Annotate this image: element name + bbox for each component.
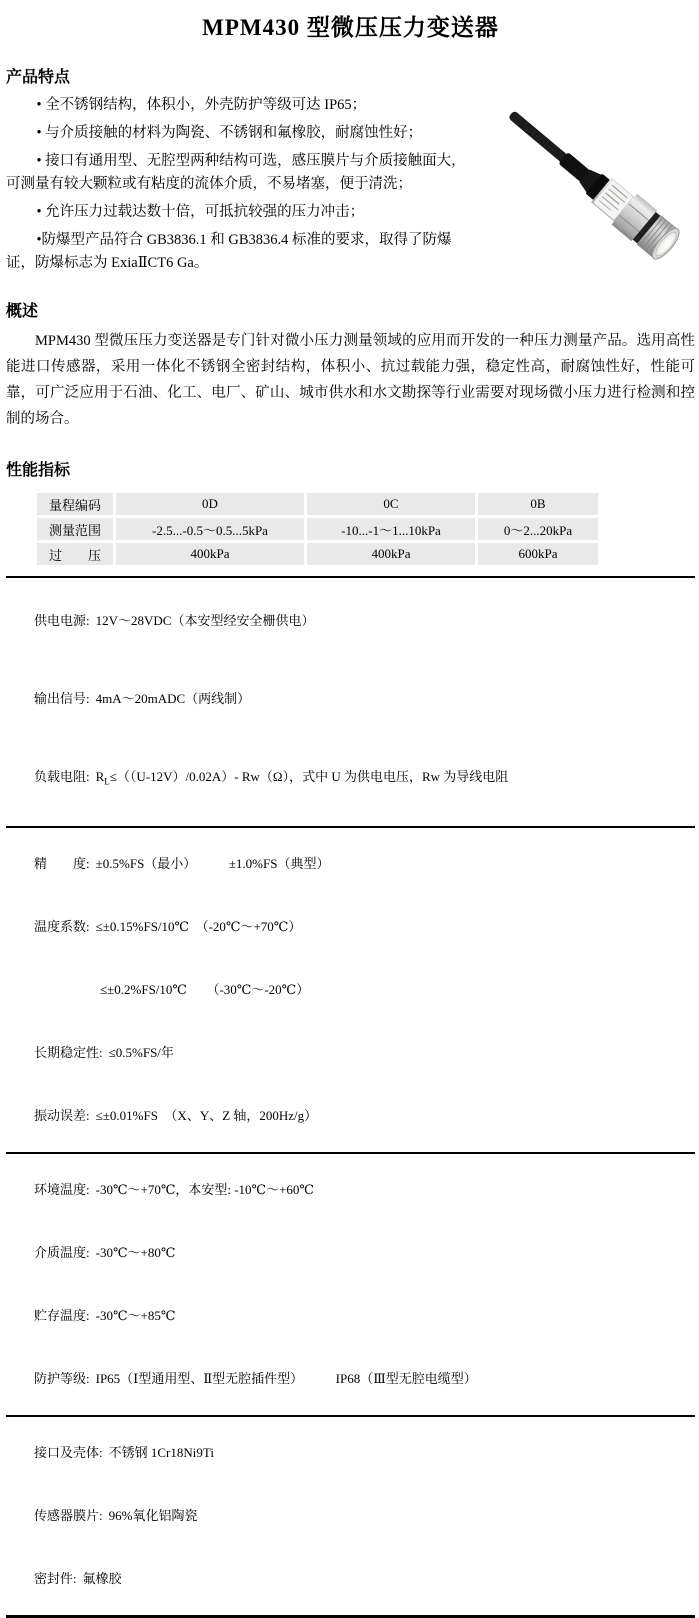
spec-sheet <box>6 576 695 1618</box>
table-cell: 0～2...20kPa <box>478 518 598 540</box>
table-cell: 测量范围 <box>37 518 113 540</box>
spec-row-housing-material <box>8 1421 695 1484</box>
spec-row-ambient-temp <box>8 1158 695 1221</box>
spec-row-storage-temp <box>8 1284 695 1347</box>
spec-value: 12V～28VDC（本安型经安全栅供电） <box>95 613 315 628</box>
table-cell: 0D <box>116 493 304 515</box>
table-row-overpressure <box>37 543 598 565</box>
page-title: MPM430 型微压压力变送器 <box>202 15 499 40</box>
table-row-measure-range <box>37 518 598 540</box>
spec-label: 环境温度: <box>34 1181 90 1197</box>
spec-row-diaphragm-material <box>8 1484 695 1547</box>
spec-value: ≤±0.15%FS/10℃ （-20℃～+70℃） <box>95 918 302 934</box>
spec-value: 96%氧化铝陶瓷 <box>108 1507 198 1523</box>
spec-value: -30℃～+70℃，本安型: -10℃～+60℃ <box>95 1181 314 1197</box>
spec-value: ≤0.5%FS/年 <box>108 1044 174 1060</box>
spec-value: 氟橡胶 <box>82 1570 122 1586</box>
overview-heading: 概述 <box>6 303 39 320</box>
table-cell: 过 压 <box>37 543 113 565</box>
spec-group-environment <box>6 1152 695 1415</box>
table-cell: 400kPa <box>116 543 304 565</box>
table-row-range-code <box>37 493 598 515</box>
spec-label: 输出信号: <box>34 691 90 706</box>
product-photo <box>487 98 695 270</box>
spec-label: 贮存温度: <box>34 1307 90 1323</box>
overview-paragraph: MPM430 型微压压力变送器是专门针对微小压力测量领域的应用而开发的一种压力测量产品。选用高性能进口传感器，采用一体化不锈钢全密封结构，体积小、抗过载能力强，稳定性高，耐腐蚀性好，性能可靠，可广泛应用于石油、化工、电厂、矿山、城市供水和水文勘探等行业需要对现场微小压力进行检测和控制的场合。 <box>6 333 695 427</box>
spec-value: $R_L\le((U-12V)/0.02A)-$ Rw（Ω），式中 U 为供电电压，Rw 为导线电阻 <box>95 769 509 787</box>
spec-value: ≤±0.01%FS （X、Y、Z 轴，200Hz/g） <box>95 1107 318 1123</box>
spec-row-vibration-error <box>8 1084 695 1147</box>
spec-label: 长期稳定性: <box>34 1044 103 1060</box>
cable <box>508 110 570 164</box>
spec-group-materials <box>6 1415 695 1615</box>
feature-item: • 允许压力过载达数十倍，可抵抗较强的压力冲击； <box>36 204 365 220</box>
performance-section <box>6 457 695 568</box>
table-cell: -10...-1～1...10kPa <box>307 518 475 540</box>
table-cell: 600kPa <box>478 543 598 565</box>
spec-row-output-signal <box>8 660 695 738</box>
spec-row-power-supply <box>8 582 695 660</box>
spec-value: IP65（Ⅰ型通用型、Ⅱ型无腔插件型） IP68（Ⅲ型无腔电缆型） <box>95 1370 477 1386</box>
feature-item: • 与介质接触的材料为陶瓷、不锈钢和氟橡胶，耐腐蚀性好； <box>36 125 423 141</box>
spec-row-temp-coefficient-2 <box>8 958 695 1021</box>
feature-item: •防爆型产品符合 GB3836.1 和 GB3836.4 标准的要求，取得了防爆证，防爆标志为 ExiaⅡCT6 Ga。 <box>6 232 452 271</box>
spec-row-load-resistance <box>8 738 695 821</box>
spec-value: -30℃～+85℃ <box>95 1307 176 1323</box>
performance-heading: 性能指标 <box>6 462 71 479</box>
table-cell: -2.5...-0.5～0.5...5kPa <box>116 518 304 540</box>
spec-label: 振动误差: <box>34 1107 90 1123</box>
spec-label: 接口及壳体: <box>34 1444 103 1460</box>
spec-label: 温度系数: <box>34 918 90 934</box>
spec-row-seal-material <box>8 1547 695 1610</box>
spec-value: 不锈钢 1Cr18Ni9Ti <box>108 1444 214 1460</box>
table-cell: 400kPa <box>307 543 475 565</box>
spec-group-accuracy <box>6 826 695 1152</box>
spec-label: 介质温度: <box>34 1244 90 1260</box>
table-cell: 0B <box>478 493 598 515</box>
spec-label: 防护等级: <box>34 1370 90 1386</box>
spec-label: 精 度: <box>34 855 90 871</box>
spec-value: ≤±0.2%FS/10℃ （-30℃～-20℃） <box>100 981 310 997</box>
spec-row-temp-coefficient <box>8 895 695 958</box>
spec-label: 传感器膜片: <box>34 1507 103 1523</box>
spec-label: 供电电源: <box>34 613 90 628</box>
spec-label: 负载电阻: <box>34 769 90 784</box>
overview-section <box>6 298 695 432</box>
spec-label: 密封件: <box>34 1570 77 1586</box>
table-cell: 量程编码 <box>37 493 113 515</box>
spec-row-accuracy <box>8 832 695 895</box>
feature-item: • 全不锈钢结构，体积小，外壳防护等级可达 IP65； <box>36 97 367 113</box>
features-heading: 产品特点 <box>6 69 71 86</box>
features-section <box>6 64 695 275</box>
performance-table <box>34 490 601 568</box>
spec-group-electrical <box>6 576 695 826</box>
feature-item: • 接口有通用型、无腔型两种结构可选，感压膜片与介质接触面大，可测量有较大颗粒或有粘度的流体介质，不易堵塞，便于清洗； <box>6 153 466 192</box>
spec-row-protection-rating <box>8 1347 695 1410</box>
spec-row-medium-temp <box>8 1221 695 1284</box>
spec-value: -30℃～+80℃ <box>95 1244 176 1260</box>
spec-value: ±0.5%FS（最小） ±1.0%FS（典型） <box>95 855 330 871</box>
spec-row-long-term-stability <box>8 1021 695 1084</box>
pressure-transmitter-image <box>487 98 693 270</box>
table-cell: 0C <box>307 493 475 515</box>
spec-value: 4mA～20mADC（两线制） <box>95 691 251 706</box>
